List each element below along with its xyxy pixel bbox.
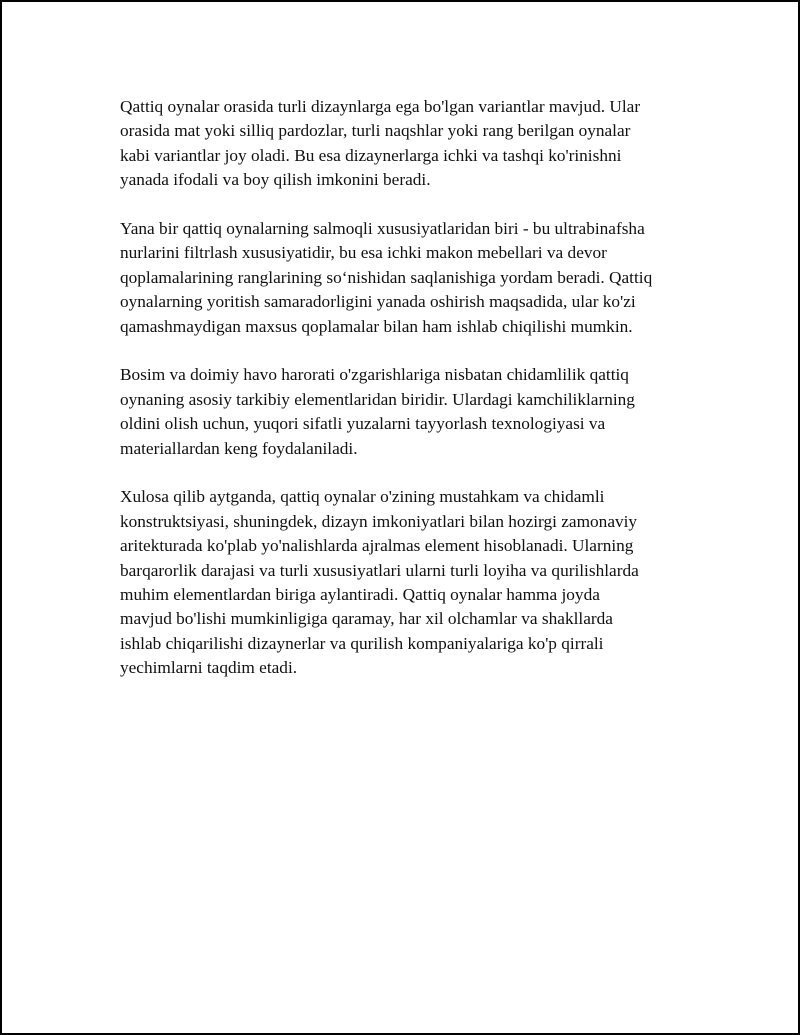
text-line: ishlab chiqarilishi dizaynerlar va qurilish kompaniyalariga ko'p qirrali: [120, 633, 604, 653]
text-line: Bosim va doimiy havo harorati o'zgarishlariga nisbatan chidamlilik qattiq: [120, 365, 629, 385]
text-line: materiallardan keng foydalaniladi.: [120, 438, 358, 458]
paragraph-1: [120, 95, 695, 193]
text-line: aritekturada ko'plab yo'nalishlarda ajralmas element hisoblanadi. Ularning: [120, 536, 634, 556]
paragraph-2: [120, 217, 695, 339]
text-line: konstruktsiyasi, shuningdek, dizayn imkoniyatlari bilan hozirgi zamonaviy: [120, 511, 638, 531]
text-line: qamashmaydigan maxsus qoplamalar bilan ham ishlab chiqilishi mumkin.: [120, 316, 633, 336]
paragraph-4: [120, 485, 695, 680]
document-body: [120, 95, 695, 705]
text-line: muhim elementlardan biriga aylantiradi. Qattiq oynalar hamma joyda: [120, 585, 600, 605]
text-line: barqarorlik darajasi va turli xususiyatlari ularni turli loyiha va qurilishlarda: [120, 560, 639, 580]
text-line: qoplamalarining ranglarining so‘nishidan saqlanishiga yordam beradi. Qattiq: [120, 267, 653, 287]
text-line: oynalarning yoritish samaradorligini yanada oshirish maqsadida, ular ko'zi: [120, 292, 636, 312]
text-line: Xulosa qilib aytganda, qattiq oynalar o'zining mustahkam va chidamli: [120, 487, 605, 507]
text-line: oldini olish uchun, yuqori sifatli yuzalarni tayyorlash texnologiyasi va: [120, 414, 606, 434]
text-line: Qattiq oynalar orasida turli dizaynlarga ega bo'lgan variantlar mavjud. Ular: [120, 97, 641, 116]
text-line: mavjud bo'lishi mumkinligiga qaramay, har xil olchamlar va shakllarda: [120, 609, 613, 629]
text-line: kabi variantlar joy oladi. Bu esa dizaynerlarga ichki va tashqi ko'rinishni: [120, 145, 622, 165]
text-line: nurlarini filtrlash xususiyatidir, bu esa ichki makon mebellari va devor: [120, 243, 607, 263]
text-line: orasida mat yoki silliq pardozlar, turli naqshlar yoki rang berilgan oynalar: [120, 121, 631, 141]
text-line: yechimlarni taqdim etadi.: [120, 658, 298, 678]
paragraph-3: [120, 363, 695, 461]
text-line: oynaning asosiy tarkibiy elementlaridan biridir. Ulardagi kamchiliklarning: [120, 389, 635, 409]
text-line: Yana bir qattiq oynalarning salmoqli xususiyatlaridan biri - bu ultrabinafsha: [120, 219, 645, 239]
text-line: yanada ifodali va boy qilish imkonini beradi.: [120, 170, 431, 190]
